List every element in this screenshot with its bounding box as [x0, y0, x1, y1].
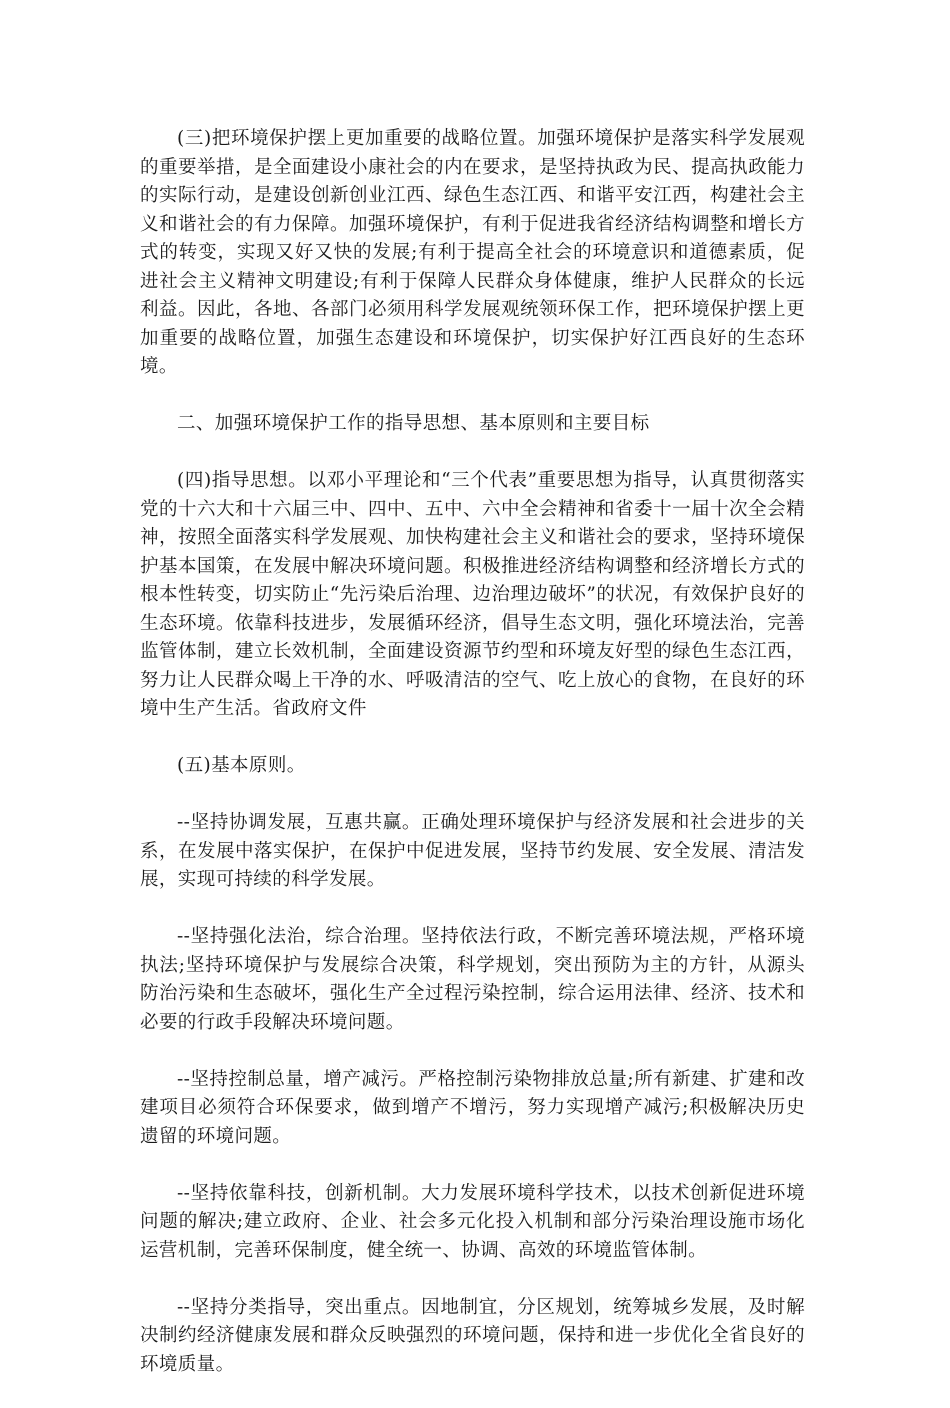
paragraph-guiding-ideology: (四)指导思想。以邓小平理论和“三个代表”重要思想为指导，认真贯彻落实党的十六大和十六届三中、四中、五中、六中全会精神和省委十一届十次全会精神，按照全面落实科学发展观、加快构建社会主义和谐社会的要求，坚持环境保护基本国策，在发展中解决环境问题。积极推进经济结构调整和经济增长方式的根本性转变，切实防止“先污染后治理、边治理边破坏”的状况，有效保护良好的生态环境。依靠科技进步，发展循环经济，倡导生态文明，强化环境法治，完善监管体制，建立长效机制，全面建设资源节约型和环境友好型的绿色生态江西，努力让人民群众喝上干净的水、呼吸清洁的空气、吃上放心的食物，在良好的环境中生产生活。省政府文件	[140, 470, 805, 719]
document-page	[140, 125, 805, 1408]
paragraph-basic-principles: (五)基本原则。	[177, 755, 306, 776]
principle-technology: --坚持依靠科技，创新机制。大力发展环境科学技术，以技术创新促进环境问题的解决;建立政府、企业、社会多元化投入机制和部分污染治理设施市场化运营机制，完善环保制度，健全统一、协调、高效的环境监管体制。	[140, 1182, 805, 1261]
paragraph-section-3: (三)把环境保护摆上更加重要的战略位置。加强环境保护是落实科学发展观的重要举措，是全面建设小康社会的内在要求，是坚持执政为民、提高执政能力的实际行动，是建设创新创业江西、绿色生态江西、和谐平安江西，构建社会主义和谐社会的有力保障。加强环境保护，有利于促进我省经济结构调整和增长方式的转变，实现又好又快的发展;有利于提高全社会的环境意识和道德素质，促进社会主义精神文明建设;有利于保障人民群众身体健康，维护人民群众的长远利益。因此，各地、各部门必须用科学发展观统领环保工作，把环境保护摆上更加重要的战略位置，加强生态建设和环境保护，切实保护好江西良好的生态环境。	[140, 128, 805, 377]
principle-classified-guidance: --坚持分类指导，突出重点。因地制宜，分区规划，统筹城乡发展，及时解决制约经济健康发展和群众反映强烈的环境问题，保持和进一步优化全省良好的环境质量。	[140, 1296, 805, 1375]
principle-total-control: --坚持控制总量，增产减污。严格控制污染物排放总量;所有新建、扩建和改建项目必须符合环保要求，做到增产不增污，努力实现增产减污;积极解决历史遗留的环境问题。	[140, 1068, 805, 1147]
section-heading-2: 二、加强环境保护工作的指导思想、基本原则和主要目标	[177, 413, 650, 434]
principle-rule-of-law: --坚持强化法治，综合治理。坚持依法行政，不断完善环境法规，严格环境执法;坚持环境保护与发展综合决策，科学规划，突出预防为主的方针，从源头防治污染和生态破坏，强化生产全过程污染控制，综合运用法律、经济、技术和必要的行政手段解决环境问题。	[140, 926, 805, 1033]
principle-coordinated-development: --坚持协调发展，互惠共赢。正确处理环境保护与经济发展和社会进步的关系，在发展中落实保护，在保护中促进发展，坚持节约发展、安全发展、清洁发展，实现可持续的科学发展。	[140, 812, 805, 890]
